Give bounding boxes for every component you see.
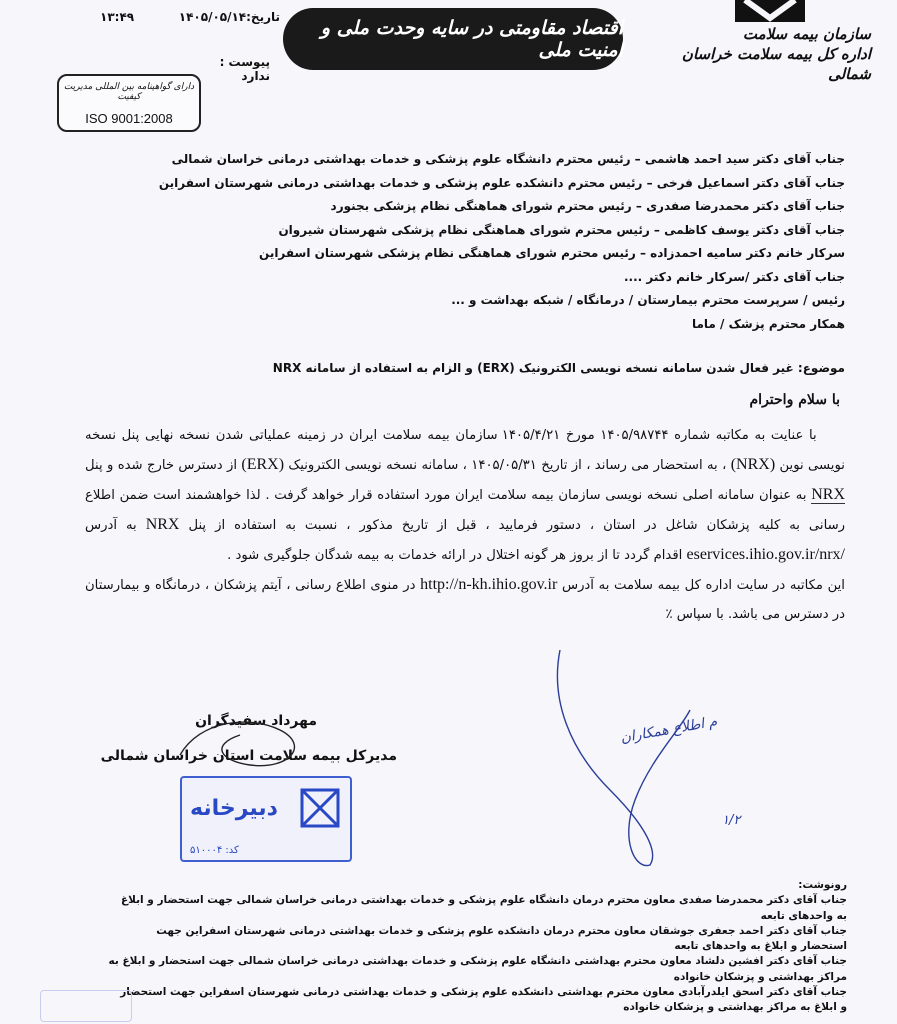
letter-body: [85, 421, 845, 629]
iso-caption: دارای گواهینامه بین المللی مدیریت کیفیت: [63, 82, 195, 102]
cc-label: رونوشت:: [798, 879, 847, 891]
time-value: ۱۳:۴۹: [100, 10, 135, 24]
iso-number: ISO 9001:2008: [85, 111, 173, 126]
secretariat-stamp: [180, 776, 352, 862]
recipient-line: همکار محترم پزشک / ماما: [691, 316, 845, 331]
cc-line: به واحدهای تابعه: [760, 909, 847, 922]
recipient-line: جناب آقای دکتر اسماعیل فرخی – رئیس محترم دانشکده علوم پزشکی و خدمات بهداشتی درمانی شهرستان اسفراین: [158, 175, 845, 190]
handwritten-note: م اطلاع همکاران: [619, 713, 719, 747]
cc-line: استحضار و ابلاغ به واحدهای تابعه: [674, 940, 847, 953]
recipient-line: جناب آقای دکتر سید احمد هاشمی – رئیس محترم دانشگاه علوم پزشکی و خدمات بهداشتی درمانی خراسان شمالی: [171, 152, 845, 166]
attachment-label: پیوست :: [219, 55, 270, 69]
date-line: [160, 10, 280, 24]
cc-section: [47, 878, 847, 1016]
greeting: با سلام واحترام: [749, 392, 840, 408]
cc-line: جناب آقای دکتر محمدرضا صفدی معاون محترم درمان دانشگاه علوم پزشکی و خدمات بهداشتی درمانی خراسان شمالی جهت استحضار و ابلاغ: [120, 894, 847, 907]
signer-name: مهرداد سفیدگران: [195, 713, 317, 729]
org-line-2: اداره کل بیمه سلامت خراسان شمالی: [681, 45, 871, 83]
nrx-url-link[interactable]: eservices.ihio.gov.ir/nrx/: [686, 546, 845, 563]
cc-line: جناب آقای دکتر اسحق ایلدرآبادی معاون محترم بهداشتی دانشکده علوم پزشکی و خدمات بهداشتی درمانی شهرستان اسفراین جهت استحضار: [120, 986, 847, 999]
signer-title: مدیرکل بیمه سلامت استان خراسان شمالی: [100, 748, 397, 764]
org-line-1: سازمان بیمه سلامت: [742, 25, 871, 43]
body-paragraph-2: [85, 570, 845, 629]
stamp-number: کد: ۵۱۰۰۰۴: [190, 845, 239, 856]
stamp-title: دبیرخانه: [190, 796, 278, 821]
organization-name: [651, 24, 871, 84]
date-value: ۱۴۰۵/۰۵/۱۴: [178, 10, 247, 24]
body-text: ، به استحضار می رساند ، از تاریخ ۱۴۰۵/۰۵/۳۱ ، سامانه نسخه نویسی الکترونیک: [288, 458, 727, 473]
faded-stamp-mark: [40, 990, 132, 1022]
slogan-text: اقتصاد مقاومتی در سایه وحدت ملی و امنیت ملی: [320, 17, 623, 61]
organization-logo: [735, 0, 805, 22]
erx-term: (ERX): [241, 456, 285, 473]
body-text: اقدام گردد تا از بروز هر گونه اختلال در ارائه خدمات به بیمه شدگان جلوگیری شود .: [227, 548, 683, 563]
iso-certificate-box: [57, 74, 201, 132]
handwritten-number: ۱/۲: [722, 813, 741, 828]
recipient-list: [85, 148, 845, 336]
cc-line: مراکز بهداشتی و پزشکان خانواده: [673, 970, 847, 983]
cc-line: جناب آقای دکتر احمد جعفری جوشقان معاون محترم درمان دانشکده علوم پزشکی و خدمات بهداشتی درمانی شهرستان اسفراین جهت: [156, 924, 847, 937]
body-text: با عنایت به مکاتبه شماره ۱۴۰۵/۹۸۷۴۴ مورخ ۱۴۰۵/۴/۲۱ سازمان بیمه سلامت ایران در زمینه عملیاتی شدن نسخه نهایی پنل نسخه نویسی نوین: [85, 428, 845, 473]
body-text: به آدرس: [85, 518, 137, 533]
recipient-line: رئیس / سرپرست محترم بیمارستان / درمانگاه / شبکه بهداشت و ...: [451, 293, 845, 307]
body-text: از دسترس خارج شده و پنل: [85, 458, 238, 473]
nrx-term: NRX: [145, 516, 180, 533]
recipient-line: سرکار خانم دکتر سامیه احمدزاده – رئیس محترم شورای هماهنگی نظام پزشکی شهرستان اسفراین: [259, 246, 845, 260]
body-text: این مکاتبه در سایت اداره کل بیمه سلامت به آدرس: [561, 578, 845, 593]
cc-line: و ابلاغ به مراکز بهداشتی و پزشکان خانواده: [623, 1001, 847, 1014]
attachment-value: ندارد: [241, 69, 270, 83]
date-label: تاریخ:: [246, 10, 280, 24]
subject-line: موضوع: غیر فعال شدن سامانه نسخه نویسی الکترونیک (ERX) و الزام به استفاده از سامانه NRX: [272, 361, 845, 375]
body-text: به عنوان سامانه اصلی نسخه نویسی سازمان بیمه سلامت ایران مورد استفاده قرار خواهد گرفت . لذا خواهشمند است ضمن اطلاع رسانی به کلیه پزشکان شاغل در استان ، دستور فرمایید ، قبل از تاریخ مذکور ، نسبت به استفاده از پنل: [85, 488, 846, 533]
cc-line: جناب آقای دکتر افشین دلشاد معاون محترم بهداشتی دانشگاه علوم پزشکی و خدمات بهداشتی درمانی خراسان شمالی جهت استحضار و ابلاغ به: [108, 955, 847, 968]
recipient-line: جناب آقای دکتر /سرکار خانم دکتر ....: [624, 269, 845, 284]
recipient-line: جناب آقای دکتر محمدرضا صفدری – رئیس محترم شورای هماهنگی نظام پزشکی بجنورد: [330, 199, 845, 213]
handwritten-signature: [540, 640, 710, 870]
nrx-term: NRX: [811, 486, 845, 503]
body-paragraph-1: [85, 421, 845, 570]
signature-scribble: [170, 715, 330, 775]
nrx-term: (NRX): [730, 456, 776, 473]
recipient-line: جناب آقای دکتر یوسف کاظمی – رئیس محترم شورای هماهنگی نظام پزشکی شهرستان شیروان: [278, 222, 845, 237]
stamp-emblem-icon: [298, 786, 342, 830]
slogan-banner: [283, 8, 623, 70]
body-text: در منوی اطلاع رسانی ، آیتم پزشکان ، درمانگاه و بیمارستان در دسترس می باشد. با سپاس ٪: [85, 578, 845, 622]
site-url-link[interactable]: http://n-kh.ihio.gov.ir: [420, 576, 558, 593]
